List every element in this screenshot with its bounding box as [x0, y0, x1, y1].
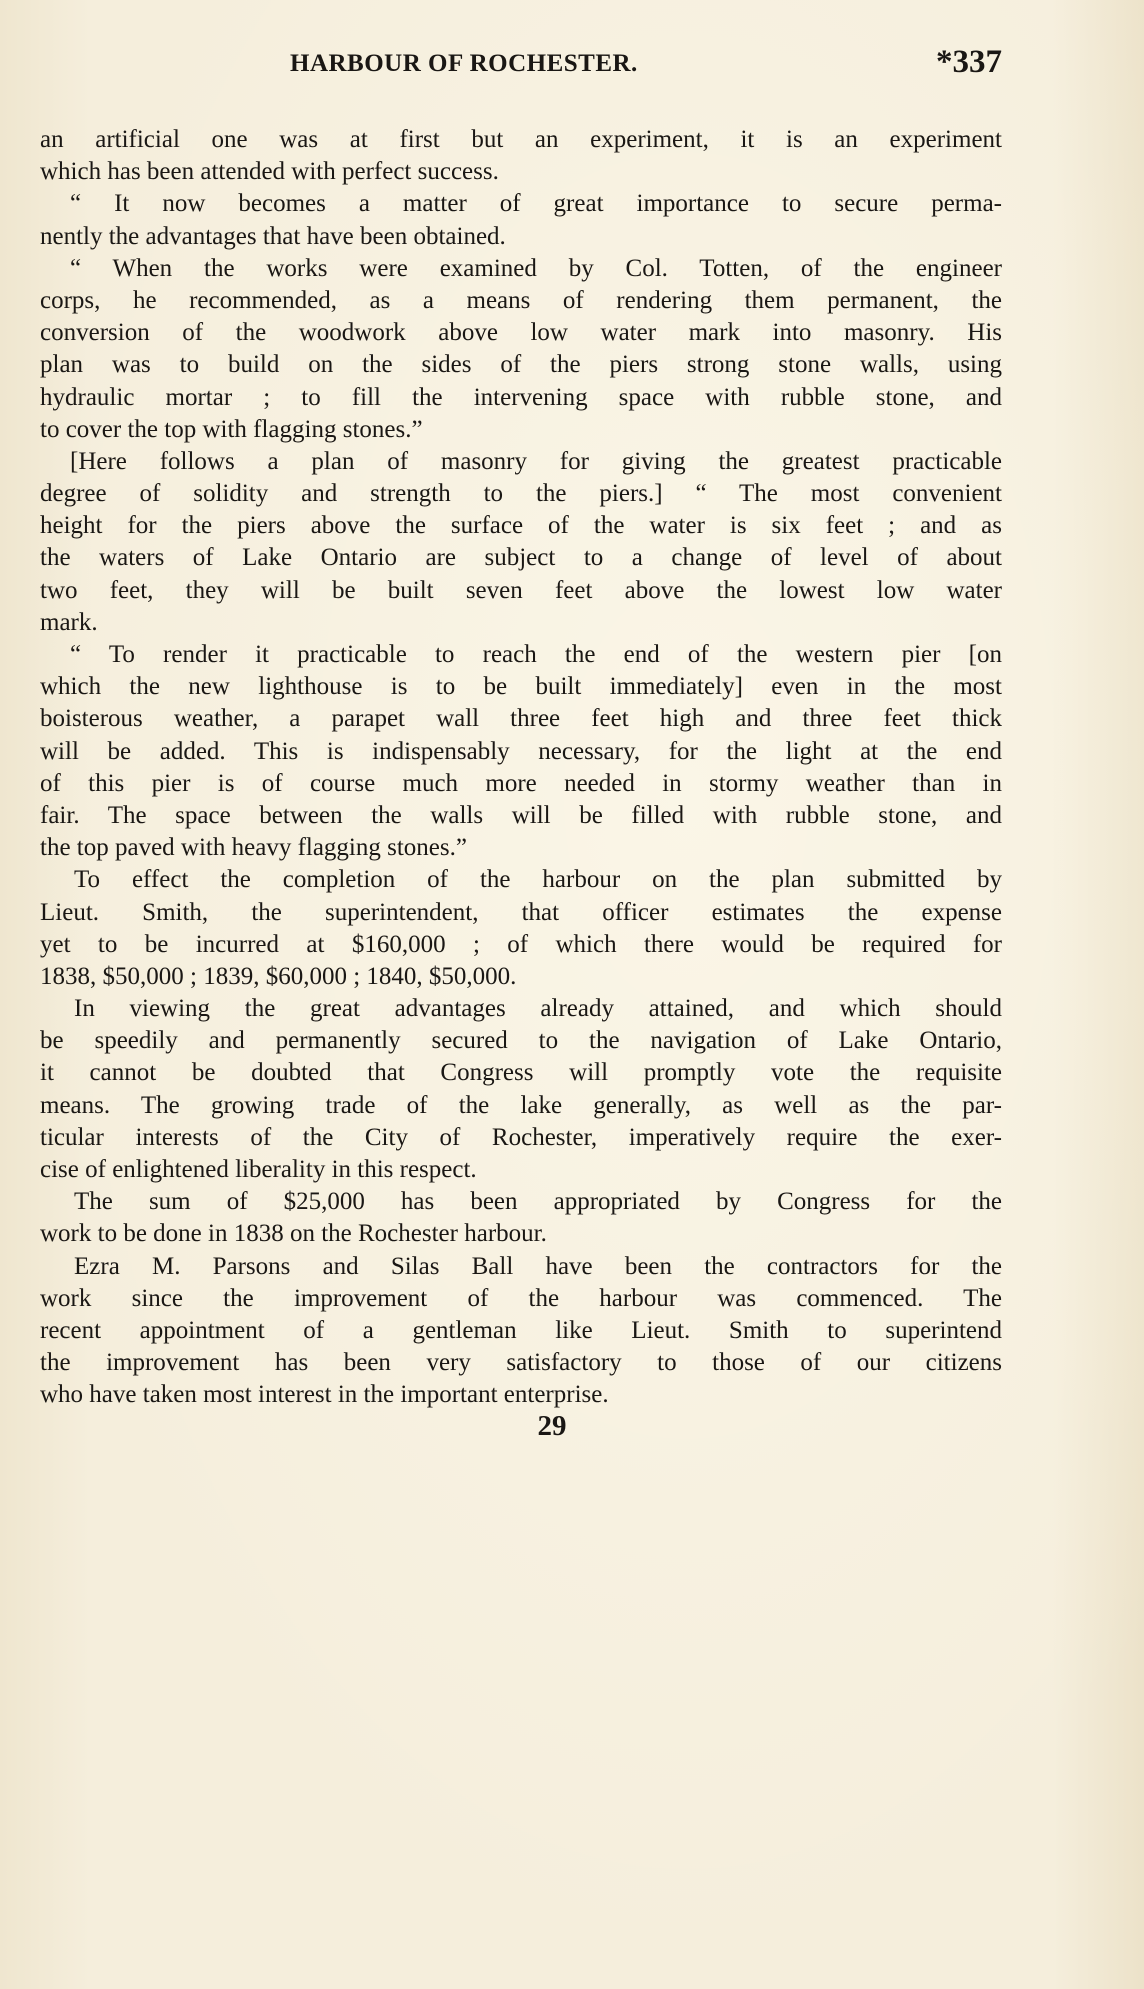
text-line: which has been attended with perfect success. — [40, 158, 499, 186]
text-line: an artificial one was at first but an experiment, it is an experiment — [40, 126, 1002, 153]
text-line: be speedily and permanently secured to the navigation of Lake Ontario, — [40, 1027, 1002, 1055]
text-line: To effect the completion of the harbour on the plan submitted by — [74, 866, 1002, 894]
text-line: to cover the top with flagging stones.” — [40, 415, 423, 443]
text-line: will be added. This is indispensably necessary, for the light at the end — [40, 737, 1002, 765]
text-line: work to be done in 1838 on the Rochester harbour. — [40, 1220, 547, 1248]
text-line: who have taken most interest in the important enterprise. — [40, 1381, 609, 1409]
page-header — [40, 44, 1002, 88]
page-number: *337 — [936, 44, 1002, 80]
text-line: of this pier is of course much more needed in stormy weather than in — [40, 769, 1002, 797]
text-line: the top paved with heavy flagging stones.” — [40, 834, 467, 862]
text-line: mark. — [40, 608, 98, 636]
text-line: degree of solidity and strength to the piers.] “ The most convenient — [40, 480, 1002, 508]
text-line: two feet, they will be built seven feet above the lowest low water — [40, 576, 1002, 604]
text-line: work since the improvement of the harbour was commenced. The — [40, 1284, 1002, 1312]
text-line: recent appointment of a gentleman like Lieut. Smith to superintend — [40, 1316, 1002, 1344]
text-line: nently the advantages that have been obtained. — [40, 222, 506, 250]
text-line: The sum of $25,000 has been appropriated by Congress for the — [74, 1188, 1002, 1216]
text-line: the improvement has been very satisfactory to those of our citizens — [40, 1349, 1002, 1377]
text-line: height for the piers above the surface of the water is six feet ; and as — [40, 512, 1002, 540]
text-line: conversion of the woodwork above low water mark into masonry. His — [40, 319, 1002, 347]
text-line: boisterous weather, a parapet wall three feet high and three feet thick — [40, 705, 1002, 733]
text-line: means. The growing trade of the lake generally, as well as the par- — [40, 1091, 1002, 1119]
text-line: it cannot be doubted that Congress will promptly vote the requisite — [40, 1059, 1002, 1087]
running-title: HARBOUR OF ROCHESTER. — [290, 50, 638, 77]
show-through-texture — [150, 1450, 1010, 1850]
text-line: which the new lighthouse is to be built immediately] even in the most — [40, 673, 1002, 701]
signature-mark: 29 — [537, 1410, 567, 1442]
text-line: [Here follows a plan of masonry for giving the greatest practicable — [70, 447, 1002, 475]
text-line: the waters of Lake Ontario are subject to a change of level of about — [40, 544, 1002, 572]
text-line: 1838, $50,000 ; 1839, $60,000 ; 1840, $50,000. — [40, 962, 517, 990]
text-line: yet to be incurred at $160,000 ; of which there would be required for — [40, 930, 1002, 958]
body-text — [40, 124, 1002, 1412]
text-line: Ezra M. Parsons and Silas Ball have been the contractors for the — [74, 1252, 1002, 1280]
text-line: plan was to build on the sides of the piers strong stone walls, using — [40, 351, 1002, 379]
text-line: “ To render it practicable to reach the end of the western pier [on — [70, 641, 1002, 668]
text-line: “ When the works were examined by Col. Totten, of the engineer — [70, 254, 1002, 282]
text-line: Lieut. Smith, the superintendent, that officer estimates the expense — [40, 898, 1002, 926]
text-line: “ It now becomes a matter of great importance to secure perma- — [70, 190, 1002, 218]
text-line: cise of enlightened liberality in this respect. — [40, 1156, 477, 1183]
text-line: In viewing the great advantages already attained, and which should — [74, 995, 1002, 1023]
text-line: ticular interests of the City of Rochester, imperatively require the exer- — [40, 1123, 1002, 1151]
text-line: hydraulic mortar ; to fill the intervening space with rubble stone, and — [40, 383, 1002, 411]
text-line: corps, he recommended, as a means of rendering them permanent, the — [40, 286, 1002, 314]
text-line: fair. The space between the walls will be filled with rubble stone, and — [40, 801, 1002, 829]
